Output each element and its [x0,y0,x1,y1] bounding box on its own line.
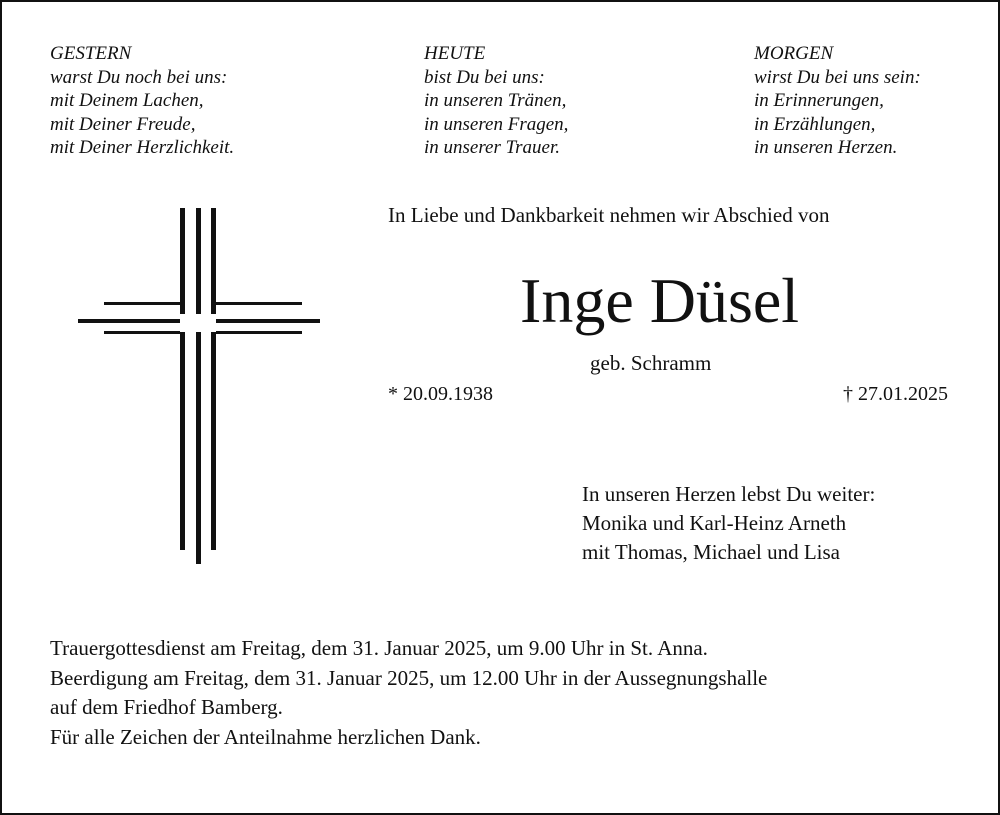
service-line: Beerdigung am Freitag, dem 31. Januar 2025, um 12.00 Uhr in der Aussegnungshalle [50,665,768,690]
maiden-name: geb. Schramm [590,351,712,375]
farewell-intro: In Liebe und Dankbarkeit nehmen wir Abschied von [388,203,830,227]
poem-line: bist Du bei uns: [424,66,545,88]
poem-heading: HEUTE [424,43,486,64]
birth-date: * 20.09.1938 [388,383,493,405]
poem-line: in unserer Trauer. [424,137,561,158]
service-details [50,634,767,752]
poem-line: warst Du noch bei uns: [50,66,228,88]
poem-heading: GESTERN [50,43,132,64]
poem-line: wirst Du bei uns sein: [754,66,921,88]
poem-line: mit Deiner Freude, [50,113,196,135]
poem-line: in unseren Fragen, [424,113,569,135]
mourners-line: In unseren Herzen lebst Du weiter: [582,482,876,506]
service-line: auf dem Friedhof Bamberg. [50,695,283,719]
poem-column-morgen [754,42,921,160]
mourners-line: Monika und Karl-Heinz Arneth [582,511,847,535]
mourners-line: mit Thomas, Michael und Lisa [582,540,840,564]
poem-line: in Erinnerungen, [754,90,884,111]
mourners-block [582,480,875,567]
poem-column-heute [424,42,568,160]
death-date: † 27.01.2025 [843,383,948,405]
poem-line: in Erzählungen, [754,113,876,135]
poem-line: in unseren Herzen. [754,137,898,158]
service-line: Für alle Zeichen der Anteilnahme herzlichen Dank. [50,724,481,749]
service-line: Trauergottesdienst am Freitag, dem 31. Januar 2025, um 9.00 Uhr in St. Anna. [50,636,708,660]
poem-line: mit Deinem Lachen, [50,90,204,111]
poem-line: in unseren Tränen, [424,90,567,111]
cross-icon [72,202,326,570]
poem-line: mit Deiner Herzlichkeit. [50,137,235,158]
poem-column-gestern [50,42,234,160]
poem-heading: MORGEN [754,43,834,64]
deceased-name: Inge Düsel [520,265,800,336]
